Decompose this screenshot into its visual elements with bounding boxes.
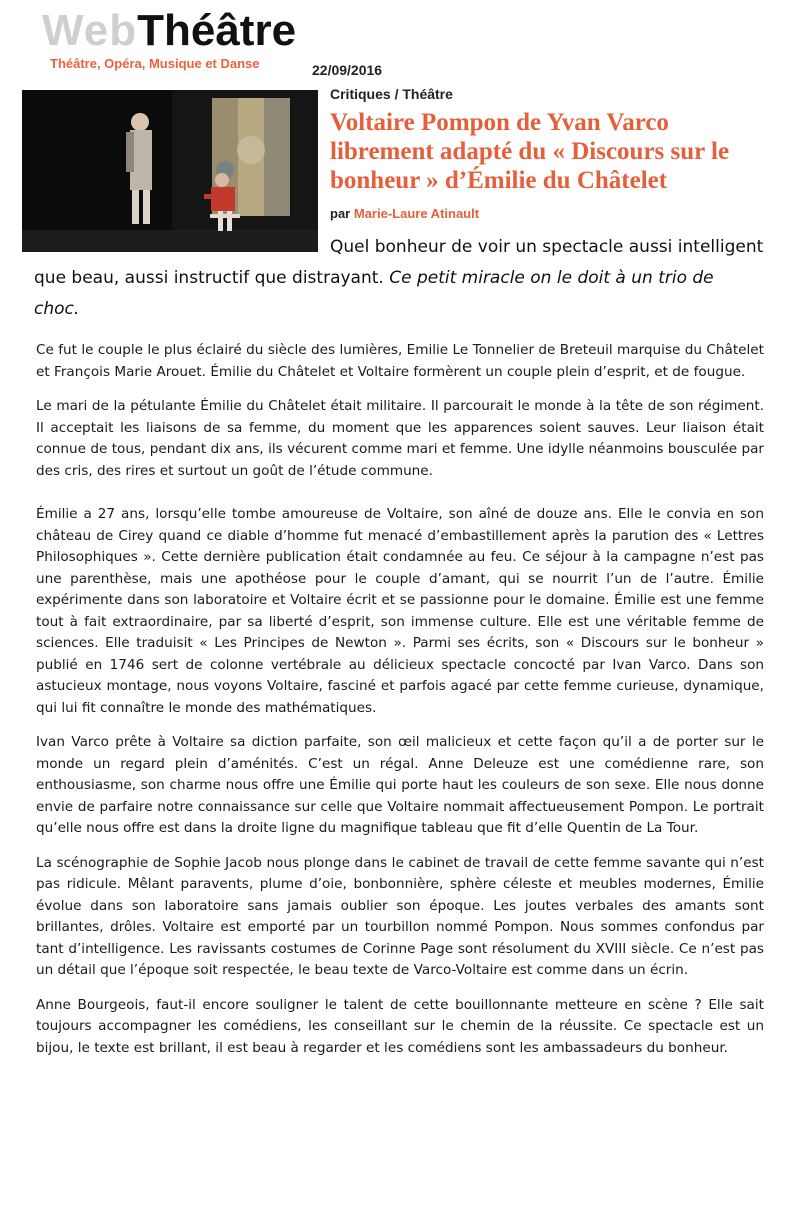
publish-date: 22/09/2016 bbox=[312, 62, 383, 78]
stage-photo bbox=[22, 90, 318, 252]
article-paragraph: La scénographie de Sophie Jacob nous plonge dans le cabinet de travail de cette femme savante qui n’est pas ridicule. Mêlant paravents, plume d’oie, bonbonnière, sphère céleste et meubles modernes, Émilie évolue dans son laboratoire sans jamais oublier son époque. Les joutes verbales des amants sont brillantes, drôles. Voltaire est emporté par un tourbillon nommé Pompon. Nous sommes confondus par tant d’intelligence. Les ravissants costumes de Corinne Page sont résolument du XVIII siècle. Ce n’est pas un détail que l’époque soit respectée, le beau texte de Varco-Voltaire est comme dans un écrin. bbox=[36, 854, 764, 978]
logo-theatre: Théâtre bbox=[137, 6, 297, 55]
article-paragraph: Ivan Varco prête à Voltaire sa diction parfaite, son œil malicieux et cette façon qu’il a de porter sur le monde un regard plein d’aménités. C’est un régal. Anne Deleuze est une comédienne rare, son enthousiasme, son charme nous offre une Émilie qui porte haut les couleurs de son sexe. Elle nous donne envie de parfaire notre connaissance sur celle que Voltaire nommait affectueusement Pompon. Le portrait qu’elle nous offre est dans la droite ligne du magnifique tableau que fit d’elle Quentin de La Tour. bbox=[36, 734, 764, 836]
lead-text: Quel bonheur de voir un spectacle aussi intelligent que beau, aussi instructif que distrayant. bbox=[34, 237, 764, 288]
site-logo[interactable] bbox=[42, 6, 296, 56]
stage-photo-illustration bbox=[22, 90, 318, 252]
article-category: Critiques / Théâtre bbox=[330, 86, 453, 102]
article-paragraph: Ce fut le couple le plus éclairé du siècle des lumières, Emilie Le Tonnelier de Breteuil marquise du Châtelet et François Marie Arouet. Émilie du Châtelet et Voltaire formèrent un couple plein d’esprit, et de fougue. bbox=[36, 342, 764, 380]
article-paragraph: Émilie a 27 ans, lorsqu’elle tombe amoureuse de Voltaire, son aîné de douze ans. Elle le convia en son château de Cirey quand ce diable d’homme fut menacé d’embastillement après la parution des « Lettres Philosophiques ». Cette dernière publication était condamnée au feu. Ce séjour à la campagne n’est pas une parenthèse, mais une apothéose pour le couple d’amant, qui se nourrit l’un de l’autre. Émilie expérimente dans son laboratoire et Voltaire écrit et se passionne pour le domaine. Émilie est une femme tout à fait extraordinaire, par sa liberté d’esprit, son immense culture. Elle est une véritable femme de sciences. Elle traduisit « Les Principes de Newton ». Parmi ses écrits, son « Discours sur le bonheur » publié en 1746 sert de colonne vertébrale au délicieux spectacle concocté par Ivan Varco. Dans son astucieux montage, nous voyons Voltaire, fasciné et parfois agacé par cette femme curieuse, dynamique, qui lui fit connaître le monde des mathématiques. bbox=[36, 506, 764, 716]
article-lead bbox=[34, 232, 764, 325]
article-paragraph: Le mari de la pétulante Émilie du Châtelet était militaire. Il parcourait le monde à la tête de son régiment. Il acceptait les liaisons de sa femme, du moment que les apparences soient sauves. Leur liaison était connue de tous, pendant dix ans, ils vécurent comme mari et femme. Une idylle néanmoins bousculée par des cris, des rires et surtout un goût de l’étude commune. bbox=[36, 398, 764, 479]
lead-italic: Ce petit miracle on le doit à un trio de choc. bbox=[34, 268, 714, 319]
byline bbox=[330, 206, 479, 221]
author-name[interactable]: Marie-Laure Atinault bbox=[353, 206, 480, 221]
article-paragraph: Anne Bourgeois, faut-il encore souligner le talent de cette bouillonnante metteure en scène ? Elle sait toujours accompagner les comédiens, les conseillant sur le chemin de la réussite. Ce spectacle est un bijou, le texte est brillant, il est beau à regarder et les comédiens sont les ambassadeurs du bonheur. bbox=[36, 996, 764, 1056]
site-tagline: Théâtre, Opéra, Musique et Danse bbox=[50, 56, 260, 71]
logo-web: Web bbox=[42, 6, 138, 55]
article-title: Voltaire Pompon de Yvan Varco librement adapté du « Discours sur le bonheur » d’Émilie du Châtelet bbox=[330, 109, 730, 194]
byline-prefix: par bbox=[330, 206, 351, 221]
article-body bbox=[36, 340, 764, 1072]
